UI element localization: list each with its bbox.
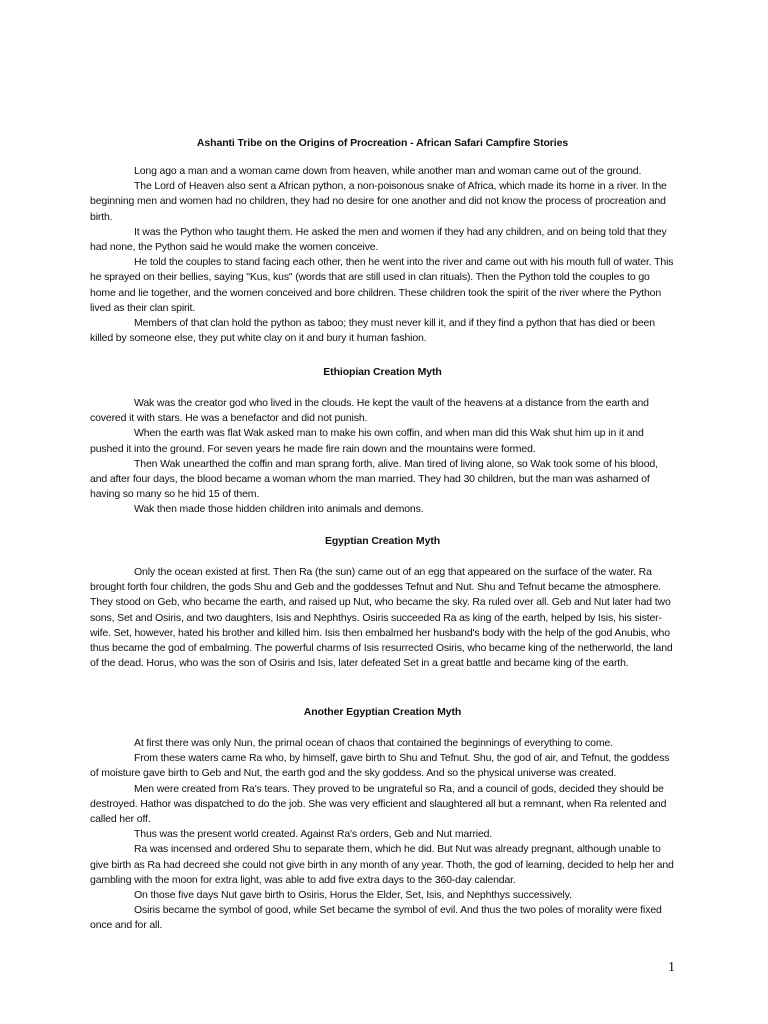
paragraph: Only the ocean existed at first. Then Ra (the sun) came out of an egg that appeared on the surface of the water. Ra brought forth four children, the gods Shu and Geb and the goddesses Tefnut and Nut. Shu and Tefnut became the atmosphere. They stood on Geb, who became the earth, and raised up Nut, who became the sky. Ra ruled over all. Geb and Nut later had two sons, Set and Osiris, and two daughters, Isis and Nephthys. Osiris succeeded Ra as king of the earth, helped by Isis, his sister-wife. Set, however, hated his brother and killed him. Isis then embalmed her husband's body with the help of the god Anubis, who thus became the god of embalming. The powerful charms of Isis resurrected Osiris, who became king of the netherworld, the land of the dead. Horus, who was the son of Osiris and Isis, later defeated Set in a great battle and became king of the earth. <box>90 566 673 670</box>
section-title: Ashanti Tribe on the Origins of Procreation - African Safari Campfire Stories <box>196 137 569 149</box>
page-number: 1 <box>668 960 675 975</box>
paragraph: Wak was the creator god who lived in the clouds. He kept the vault of the heavens at a distance from the earth and covered it with stars. He was a benefactor and did not punish. <box>90 397 649 425</box>
paragraph: Men were created from Ra's tears. They proved to be ungrateful so Ra, and a council of gods, decided they should be destroyed. Hathor was dispatched to do the job. She was very efficient and slaughtered all but a remnant, when Ra relented and called her off. <box>90 782 667 826</box>
section-ashanti <box>90 137 675 346</box>
paragraph: The Lord of Heaven also sent a African python, a non-poisonous snake of Africa, which made its home in a river. In the beginning men and women had no children, they had no desire for one another and did not know the process of procreation and birth. <box>90 180 667 223</box>
paragraph: Then Wak unearthed the coffin and man sprang forth, alive. Man tired of living alone, so Wak took some of his blood, and after four days, the blood became a woman whom the man married. They had 30 children, but the man was ashamed of having so many so he hid 15 of them. <box>90 457 658 501</box>
section-egyptian <box>90 535 675 671</box>
paragraph: Long ago a man and a woman came down from heaven, while another man and woman came out of the ground. <box>134 165 642 177</box>
paragraph: It was the Python who taught them. He asked the men and women if they had any children, and on being told that they had none, the Python said he would make the women conceive. <box>90 225 667 254</box>
paragraph: On those five days Nut gave birth to Osiris, Horus the Elder, Set, Isis, and Nephthys successively. <box>134 889 572 902</box>
document-page <box>90 0 675 1024</box>
section-title: Another Egyptian Creation Myth <box>303 706 462 718</box>
paragraph: Osiris became the symbol of good, while Set became the symbol of evil. And thus the two poles of morality were fixed once and for all. <box>90 904 662 932</box>
section-title: Ethiopian Creation Myth <box>323 366 442 378</box>
section-ethiopian <box>90 366 675 518</box>
paragraph: Ra was incensed and ordered Shu to separate them, which he did. But Nut was already pregnant, although unable to give birth as Ra had decreed she could not give birth in any month of any year. Thoth, the god of learning, decided to help her and gambling with the moon for extra light, was able to add five extra days to the 360-day calendar. <box>90 843 674 886</box>
paragraph: At first there was only Nun, the primal ocean of chaos that contained the beginnings of everything to come. <box>134 737 613 749</box>
paragraph: Members of that clan hold the python as taboo; they must never kill it, and if they find a python that has died or been killed by someone else, they put white clay on it and bury it human fashion. <box>90 317 655 345</box>
paragraph: From these waters came Ra who, by himself, gave birth to Shu and Tefnut. Shu, the god of air, and Tefnut, the goddess of moisture gave birth to Geb and Nut, the earth god and the sky goddess. And so the physical universe was created. <box>90 752 670 780</box>
paragraph: Thus was the present world created. Against Ra's orders, Geb and Nut married. <box>134 828 493 841</box>
paragraph: Wak then made those hidden children into animals and demons. <box>134 503 424 516</box>
section-another-egyptian <box>90 706 675 934</box>
section-title: Egyptian Creation Myth <box>324 535 441 547</box>
paragraph: He told the couples to stand facing each other, then he went into the river and came out with his mouth full of water. This he sprayed on their bellies, saying "Kus, kus" (words that are still used in clan rituals). Then the Python told the couples to go home and lie together, and the women conceived and bore children. These children took the spirit of the river where the Python lived as their clan spirit. <box>90 256 674 314</box>
paragraph: When the earth was flat Wak asked man to make his own coffin, and when man did this Wak shut him up in it and pushed it into the ground. For seven years he made fire rain down and the mountains were formed. <box>90 427 644 455</box>
